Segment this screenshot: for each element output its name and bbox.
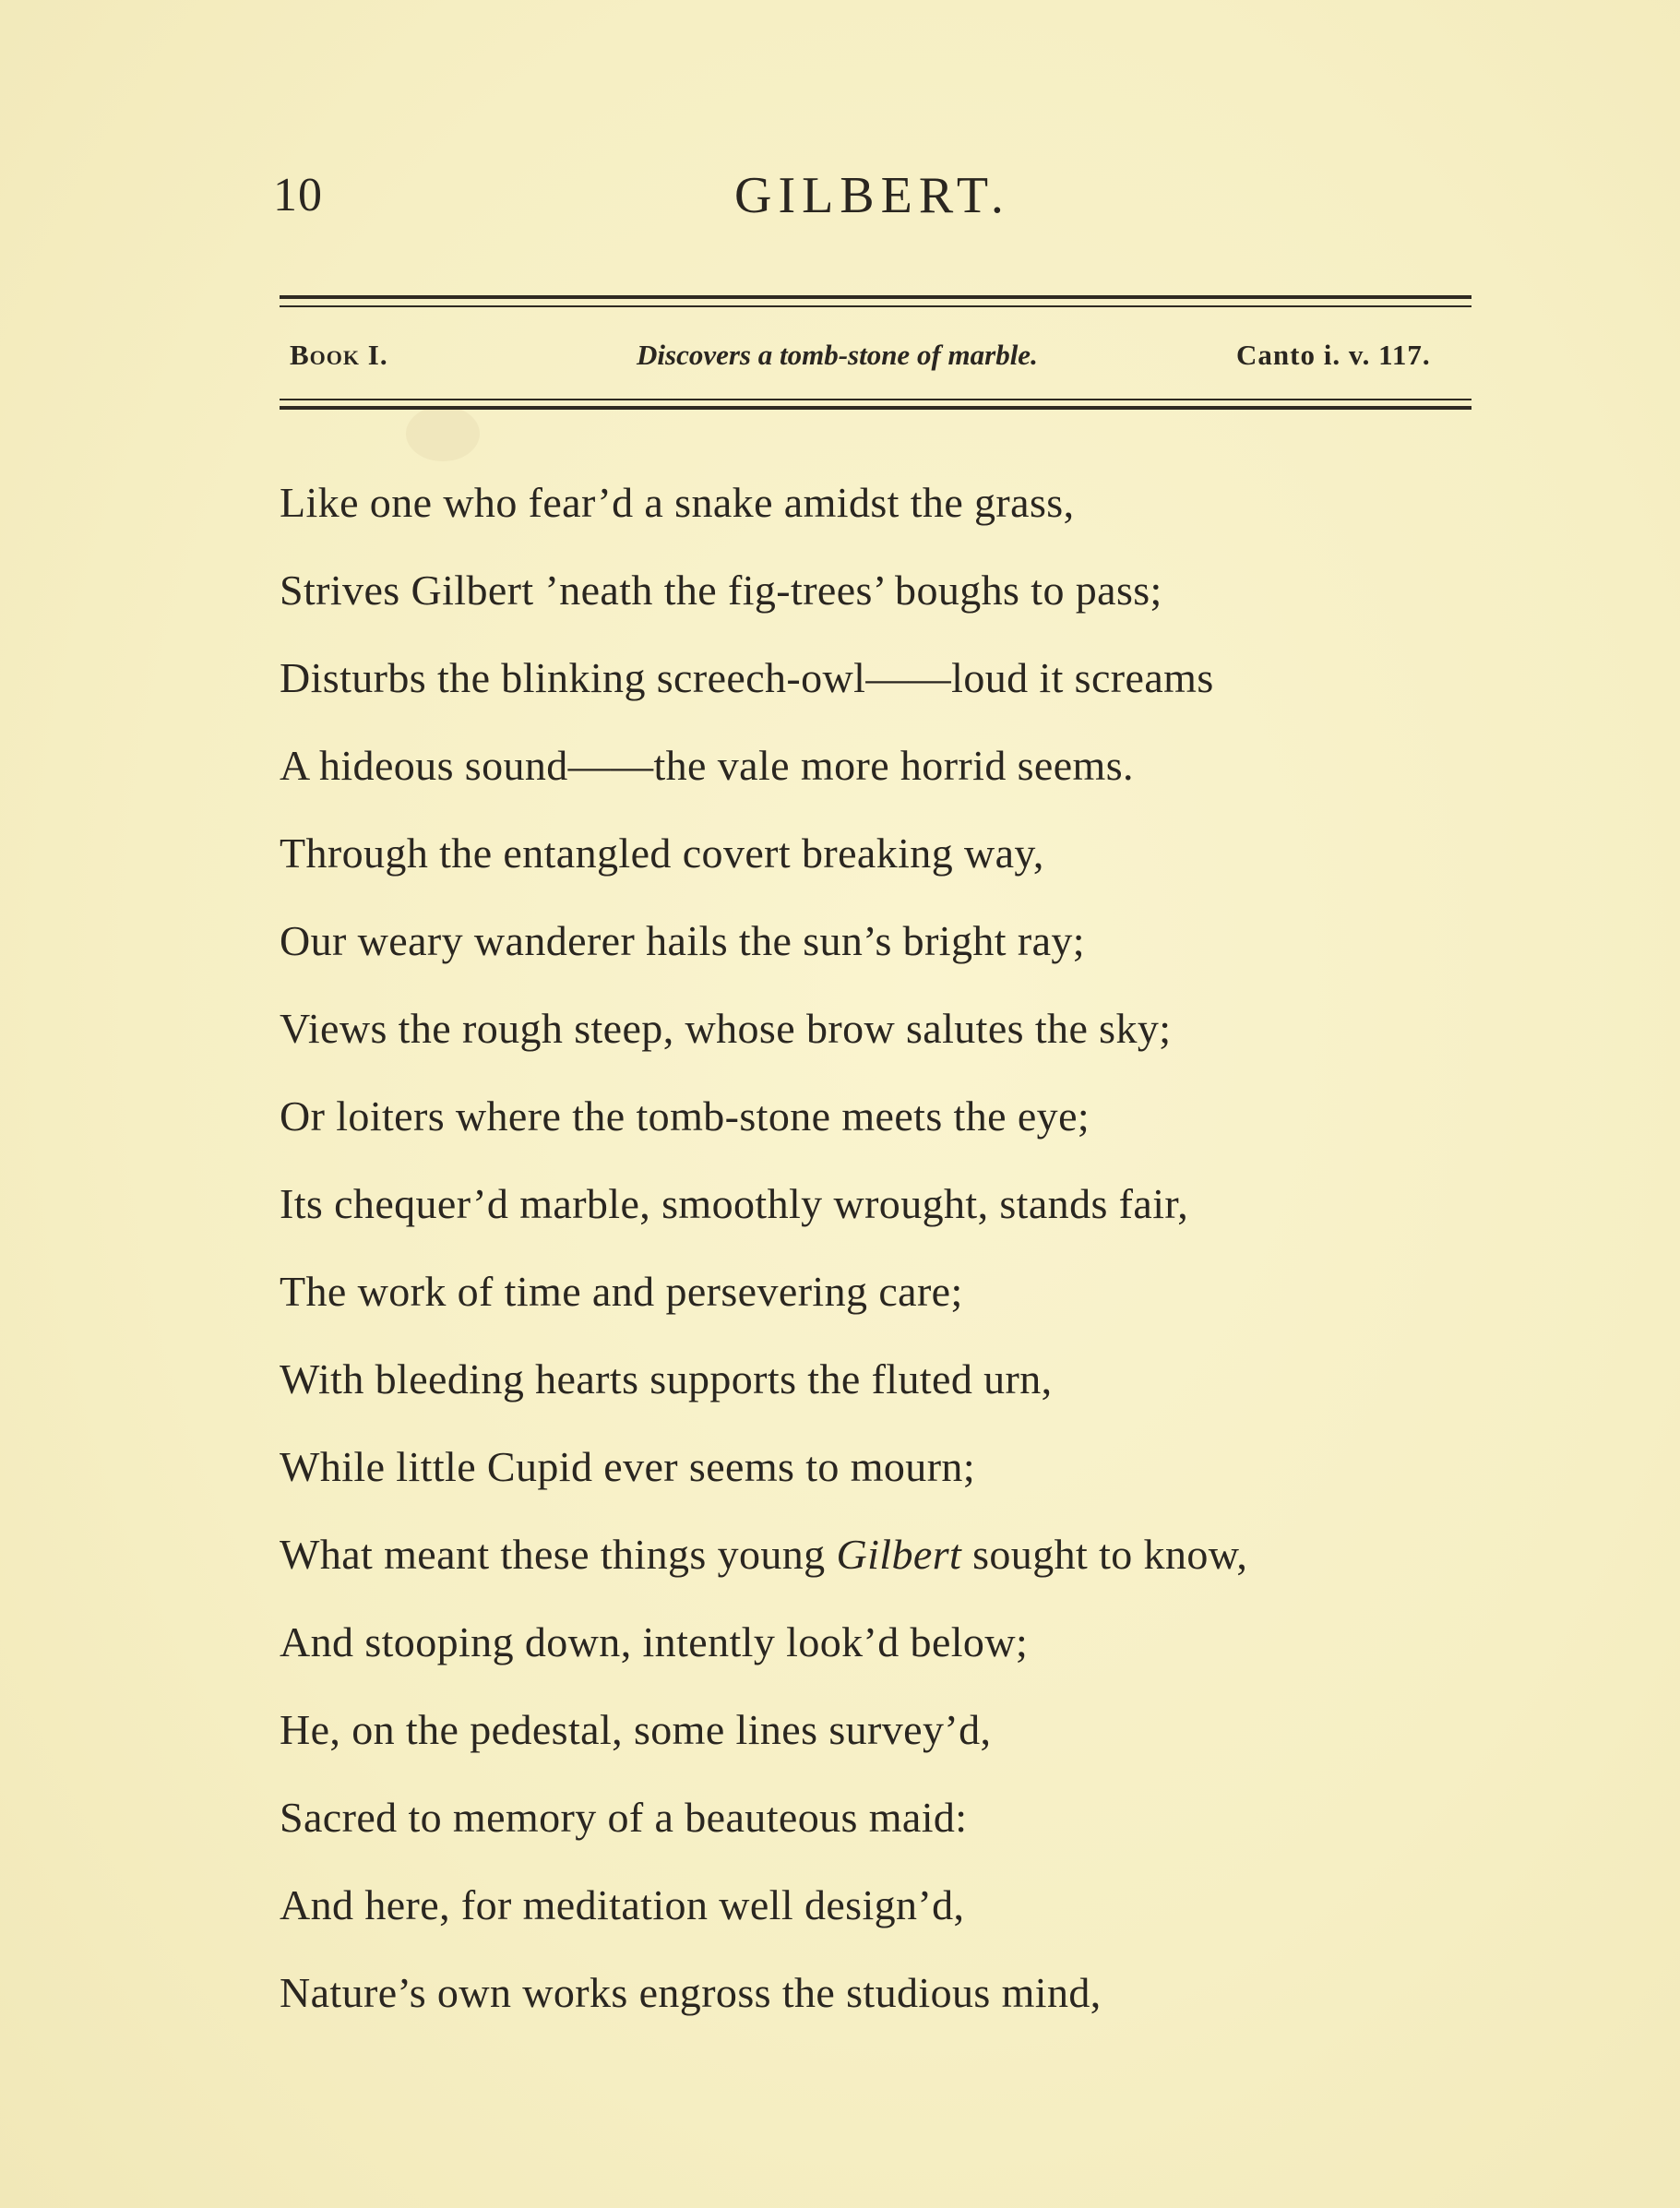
verse-line: Views the rough steep, whose brow salutes the sky; <box>280 1005 1172 1052</box>
header-rule-top-thin <box>280 305 1471 307</box>
verse-line-with-italic <box>280 1522 1645 1610</box>
running-head <box>0 159 1680 233</box>
paper-stain <box>406 406 480 461</box>
verse-line: Our weary wanderer hails the sun’s bright ray; <box>280 917 1085 964</box>
page-number: 10 <box>273 169 323 221</box>
verse-text: sought to know, <box>961 1531 1248 1578</box>
verse-line: And stooping down, intently look’d below; <box>280 1618 1029 1665</box>
verse-line: A hideous sound——the vale more horrid seems. <box>280 742 1134 789</box>
verse-line: Nature’s own works engross the studious mind, <box>280 1969 1102 2016</box>
verse-line: He, on the pedestal, some lines survey’d, <box>280 1706 992 1753</box>
verse-line: And here, for meditation well design’d, <box>280 1881 965 1928</box>
verse-line: Sacred to memory of a beauteous maid: <box>280 1794 968 1841</box>
verse-line: Strives Gilbert ’neath the fig-trees’ boughs to pass; <box>280 567 1162 614</box>
verse-line: While little Cupid ever seems to mourn; <box>280 1443 976 1490</box>
header-rule-bottom-thick <box>280 406 1471 410</box>
verse-lines <box>280 471 1645 2048</box>
argument-label: Discovers a tomb-stone of marble. <box>637 339 1038 371</box>
verse-line: Like one who fear’d a snake amidst the grass, <box>280 479 1075 526</box>
canto-label: Canto i. v. 117. <box>1236 339 1431 371</box>
verse-line: Its chequer’d marble, smoothly wrought, stands fair, <box>280 1180 1189 1227</box>
verse-line: Disturbs the blinking screech-owl——loud it screams <box>280 654 1214 701</box>
section-subhead <box>0 332 1680 378</box>
verse-line: Through the entangled covert breaking way, <box>280 829 1044 877</box>
header-rule-bottom-thin <box>280 399 1471 400</box>
verse-line: With bleeding hearts supports the fluted urn, <box>280 1355 1053 1402</box>
verse-line: Or loiters where the tomb-stone meets the eye; <box>280 1092 1090 1140</box>
verse-line: The work of time and persevering care; <box>280 1268 963 1315</box>
running-title: GILBERT. <box>734 167 1010 224</box>
header-rule-top-thick <box>280 295 1471 299</box>
verse-italic-name: Gilbert <box>836 1531 962 1578</box>
verse-text: What meant these things young <box>280 1531 837 1578</box>
book-label: Book I. <box>290 339 388 371</box>
